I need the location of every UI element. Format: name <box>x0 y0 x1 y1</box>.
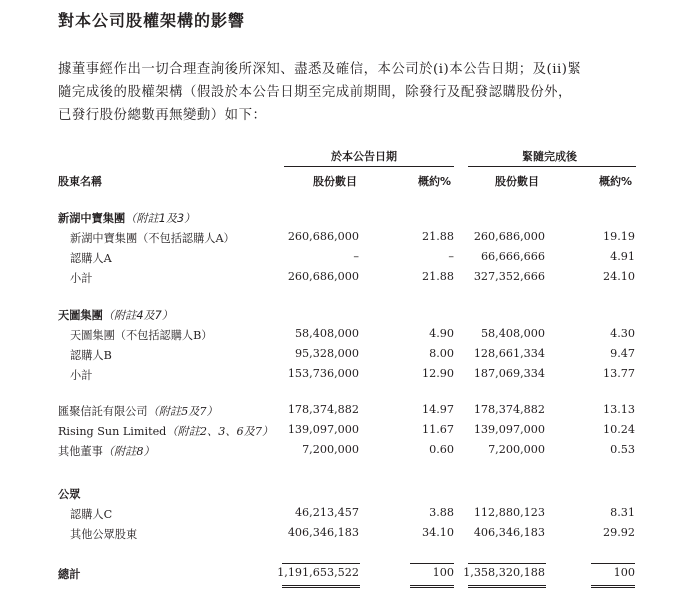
row-label <box>58 423 273 439</box>
cell-pct-2: 24.10 <box>602 270 635 283</box>
cell-shares-1: 139,097,000 <box>287 423 359 436</box>
row-label-text: 認購人C <box>70 508 113 521</box>
cell-pct-2: 10.24 <box>602 423 635 436</box>
row-label <box>70 347 112 363</box>
total-shares-1: 1,191,653,522 <box>277 566 359 579</box>
cell-pct-2: 4.30 <box>610 327 635 340</box>
row-label-text: 認購人A <box>70 252 112 265</box>
cell-shares-2: 139,097,000 <box>473 423 545 436</box>
group-header-rule <box>468 166 636 167</box>
cell-pct-2: 0.53 <box>610 443 635 456</box>
cell-pct-1: 3.88 <box>429 506 454 519</box>
cell-shares-1: 260,686,000 <box>287 230 359 243</box>
row-label <box>70 270 92 286</box>
cell-shares-2: 128,661,334 <box>473 347 545 360</box>
table-row <box>0 403 692 421</box>
row-label-text: 新湖中寶集團（不包括認購人A） <box>70 232 235 245</box>
cell-pct-1: 21.88 <box>421 270 454 283</box>
cell-pct-2: 13.13 <box>602 403 635 416</box>
total-double-rule <box>591 587 635 588</box>
group-header-after-completion: 緊隨完成後 <box>522 150 577 163</box>
table-row <box>0 327 692 345</box>
cell-shares-1: 7,200,000 <box>302 443 359 456</box>
cell-pct-1: – <box>448 250 454 263</box>
total-rule <box>282 563 360 564</box>
table-row <box>0 443 692 461</box>
row-label <box>70 230 235 246</box>
total-row <box>0 566 692 584</box>
cell-shares-2: 112,880,123 <box>473 506 545 519</box>
cell-shares-2: 7,200,000 <box>488 443 545 456</box>
row-label <box>58 210 195 226</box>
row-label <box>58 403 218 419</box>
total-double-rule <box>410 585 454 586</box>
total-pct-1: 100 <box>432 566 454 579</box>
group-header-rule <box>284 166 454 167</box>
row-note: （附註1及3） <box>125 212 196 225</box>
cell-shares-2: 327,352,666 <box>473 270 545 283</box>
cell-pct-1: 0.60 <box>429 443 454 456</box>
row-label-text: 公眾 <box>58 488 81 501</box>
cell-shares-1: 95,328,000 <box>294 347 359 360</box>
row-note: （附註4及7） <box>102 309 173 322</box>
cell-pct-2: 19.19 <box>602 230 635 243</box>
table-row <box>0 307 692 325</box>
row-label-text: 天圖集團 <box>58 309 103 322</box>
table-row <box>0 250 692 268</box>
cell-pct-1: 14.97 <box>421 403 454 416</box>
cell-pct-1: 4.90 <box>429 327 454 340</box>
cell-pct-2: 9.47 <box>610 347 635 360</box>
table-row <box>0 423 692 441</box>
intro-paragraph <box>58 58 658 127</box>
total-shares-2: 1,358,320,188 <box>463 566 545 579</box>
row-note: （附註8） <box>102 445 155 458</box>
table-row <box>0 367 692 385</box>
paragraph-line: 隨完成後的股權架構（假設於本公告日期至完成前期間，除發行及配發認購股份外， <box>58 85 572 100</box>
cell-shares-2: 187,069,334 <box>473 367 545 380</box>
cell-shares-1: – <box>353 250 359 263</box>
section-title: 對本公司股權架構的影響 <box>58 11 246 30</box>
group-header-announcement-date: 於本公告日期 <box>331 150 397 163</box>
cell-pct-1: 8.00 <box>429 347 454 360</box>
row-label <box>70 367 92 383</box>
row-label <box>58 486 80 502</box>
row-label-text: 認購人B <box>70 349 112 362</box>
row-label <box>70 526 137 542</box>
column-header-shares-2: 股份數目 <box>495 175 539 188</box>
cell-shares-1: 406,346,183 <box>287 526 359 539</box>
total-rule <box>410 563 454 564</box>
row-label-text: 其他董事 <box>58 445 103 458</box>
cell-pct-2: 4.91 <box>610 250 635 263</box>
cell-shares-1: 153,736,000 <box>287 367 359 380</box>
cell-pct-1: 21.88 <box>421 230 454 243</box>
total-label: 總計 <box>58 568 81 581</box>
cell-shares-2: 66,666,666 <box>480 250 545 263</box>
total-double-rule <box>410 587 454 588</box>
table-row <box>0 486 692 504</box>
total-double-rule <box>282 585 360 586</box>
cell-pct-2: 8.31 <box>610 506 635 519</box>
cell-shares-2: 178,374,882 <box>473 403 545 416</box>
cell-shares-1: 46,213,457 <box>294 506 359 519</box>
total-double-rule <box>468 587 546 588</box>
cell-shares-2: 260,686,000 <box>473 230 545 243</box>
row-label-text: 小計 <box>70 369 93 382</box>
total-double-rule <box>468 585 546 586</box>
table-row <box>0 347 692 365</box>
paragraph-line: 已發行股份總數再無變動）如下： <box>58 108 267 123</box>
row-label-text: 小計 <box>70 272 93 285</box>
total-pct-2: 100 <box>613 566 635 579</box>
cell-pct-1: 34.10 <box>421 526 454 539</box>
paragraph-line: 據董事經作出一切合理查詢後所深知、盡悉及確信，本公司於(i)本公告日期；及(ii)緊 <box>58 62 582 77</box>
row-note: （附註5及7） <box>147 405 218 418</box>
cell-pct-1: 11.67 <box>421 423 454 436</box>
total-double-rule <box>282 587 360 588</box>
cell-shares-1: 178,374,882 <box>287 403 359 416</box>
table-row <box>0 230 692 248</box>
row-label <box>70 506 112 522</box>
row-label <box>70 250 112 266</box>
row-label-text: 匯聚信託有限公司 <box>58 405 148 418</box>
row-label <box>58 307 173 323</box>
cell-shares-1: 58,408,000 <box>294 327 359 340</box>
total-double-rule <box>591 585 635 586</box>
column-header-shares-1: 股份數目 <box>313 175 357 188</box>
row-label <box>58 443 155 459</box>
table-row <box>0 270 692 288</box>
row-label-text: Rising Sun Limited <box>58 425 167 438</box>
cell-shares-2: 406,346,183 <box>473 526 545 539</box>
cell-shares-1: 260,686,000 <box>287 270 359 283</box>
table-row <box>0 210 692 228</box>
table-row <box>0 526 692 544</box>
row-label-text: 新湖中寶集團 <box>58 212 126 225</box>
row-label-text: 其他公眾股東 <box>70 528 138 541</box>
column-header-pct-1: 概約% <box>418 175 452 188</box>
column-header-shareholder: 股東名稱 <box>58 175 102 188</box>
column-header-pct-2: 概約% <box>599 175 633 188</box>
cell-pct-1: 12.90 <box>421 367 454 380</box>
total-rule <box>591 563 635 564</box>
row-note: （附註2、3、6及7） <box>166 425 274 438</box>
row-label <box>70 327 212 343</box>
row-label-text: 天圖集團（不包括認購人B） <box>70 329 213 342</box>
total-rule <box>468 563 546 564</box>
table-row <box>0 506 692 524</box>
cell-pct-2: 13.77 <box>602 367 635 380</box>
cell-pct-2: 29.92 <box>602 526 635 539</box>
cell-shares-2: 58,408,000 <box>480 327 545 340</box>
